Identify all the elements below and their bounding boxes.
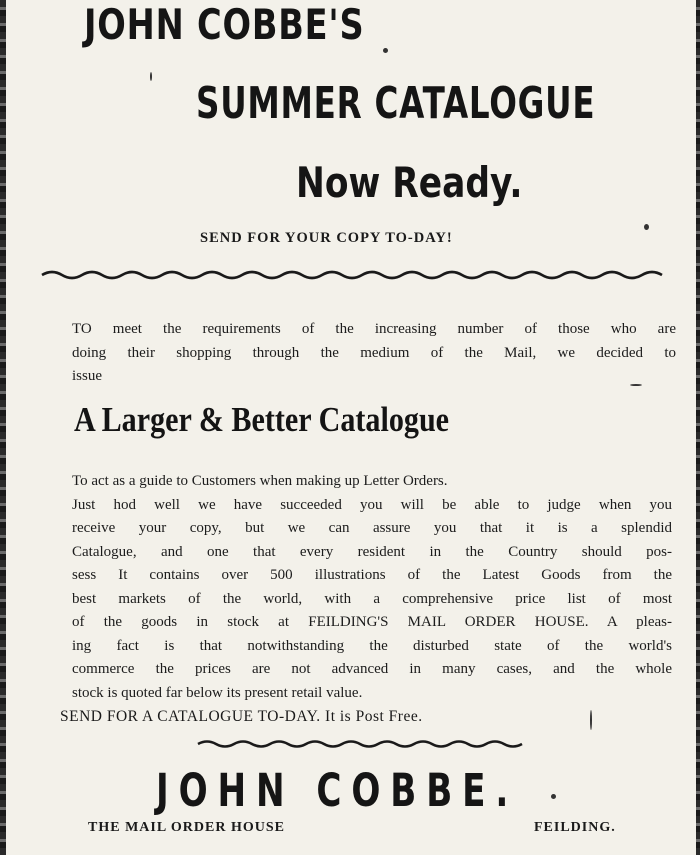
right-border [696,0,700,855]
wavy-rule-bottom [196,736,526,752]
body-line: stock is quoted far below its present retail value. [72,684,363,701]
footer-location: FEILDING. [534,820,616,835]
body-line: best markets of the world, with a comprehensive price list of most [72,590,672,607]
print-speck [383,48,388,53]
print-speck [551,794,556,799]
send-copy-cta: SEND FOR YOUR COPY TO-DAY! [200,230,453,246]
body-line: Catalogue, and one that every resident in the Country should pos- [72,543,672,560]
signature: JOHN COBBE. [156,764,519,817]
post-free-cta: SEND FOR A CATALOGUE TO-DAY. It is Post Free. [60,708,423,725]
intro-line: doing their shopping through the medium of the Mail, we decided to [72,344,676,361]
advert-title: JOHN COBBE'S [84,0,365,49]
print-speck [630,384,642,386]
body-line: sess It contains over 500 illustrations of the Latest Goods from the [72,567,672,583]
intro-paragraph [72,318,676,389]
body-line: commerce the prices are not advanced in many cases, and the whole [72,661,672,677]
print-speck [590,710,592,730]
advert-subtitle: SUMMER CATALOGUE [196,78,596,129]
wavy-rule-top [40,266,670,284]
body-line: of the goods in stock at FEILDING'S MAIL ORDER HOUSE. A pleas- [72,614,672,630]
print-speck [150,72,152,81]
body-line: To act as a guide to Customers when making up Letter Orders. [72,473,448,489]
body-line: receive your copy, but we can assure you that it is a splendid [72,520,672,536]
left-border [0,0,6,855]
catalogue-headline: A Larger & Better Catalogue [74,400,450,439]
intro-line: TO meet the requirements of the increasing number of those who are [72,321,676,337]
body-line: Just hod well we have succeeded you will be able to judge when you [72,496,672,513]
advert-tagline: Now Ready. [296,158,523,207]
footer-mail-order-house: THE MAIL ORDER HOUSE [88,820,285,835]
body-paragraph [58,470,672,705]
print-speck [644,224,649,230]
body-line: ing fact is that notwithstanding the disturbed state of the world's [72,637,672,654]
intro-line: issue [72,368,102,384]
